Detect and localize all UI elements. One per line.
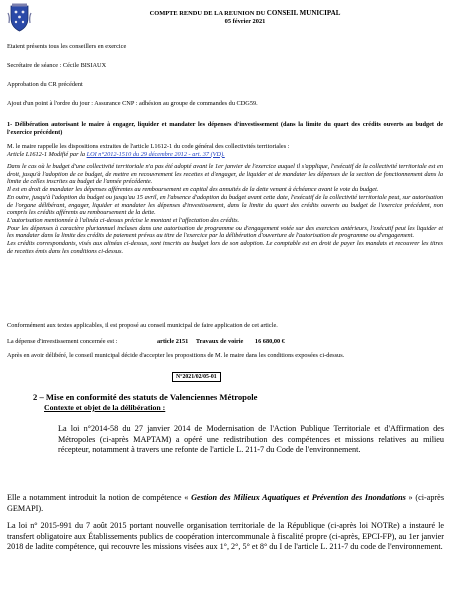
article-paragraph: Il est en droit de mandater les dépenses afférentes au remboursement en capital des annuités de la dette venant à échéance avant le vote du budget. bbox=[7, 186, 379, 194]
conformity-line: Conformément aux textes applicables, il est proposé au conseil municipal de faire application de cet article. bbox=[7, 322, 278, 329]
article-quote bbox=[7, 163, 443, 255]
secretary-line: Secrétaire de séance : Cécile BISIAUX bbox=[7, 62, 107, 69]
section-2-title: 2 – Mise en conformité des statuts de Valenciennes Métropole bbox=[33, 392, 258, 402]
expense-line: La dépense d'investissement concernée est : article 2151 Travaux de voirie 16 680,00 € bbox=[7, 338, 285, 345]
meeting-date: 05 février 2021 bbox=[224, 18, 266, 25]
decision-text: Après en avoir délibéré, le conseil municipal décide d'accepter les propositions de M. le maire dans les conditions exposées ci-dessus. bbox=[7, 352, 345, 359]
approval-line: Approbation du CR précédent bbox=[7, 81, 83, 88]
agenda-addition-line: Ajout d'un point à l'ordre du jour : Assurance CNP : adhésion au groupe de commandes du CDG59. bbox=[7, 100, 258, 107]
notre-paragraph: La loi n° 2015-991 du 7 août 2015 portant nouvelle organisation territoriale de la République (ci-après loi NOTRe) a instauré le transfert obligatoire aux Établissements publics de coopération intercommunale à fiscalité propre (ci-après, EPCI-FP), au 1er janvier 2018 de ladite compétence, qui recouvre les missions visées aux 1°, 2°, 5° et 8° du I de l'article L. 211-7 du code de l'environnement. bbox=[7, 521, 444, 552]
expense-description: Travaux de voirie bbox=[195, 338, 244, 345]
article-paragraph: Les crédits correspondants, visés aux alinéas ci-dessus, sont inscrits au budget lors de son adoption. Le comptable est en droit de payer les mandats et recouvrer les titres de recettes émis dans les conditions ci-dessus. bbox=[7, 240, 443, 255]
reminder-text: M. le maire rappelle les dispositions extraites de l'article L1612-1 du code général des collectivités territoriales : Article L1612-1 Modifié par la LOI n°2012-1510 du 29 décembre 2012 - art. 37 (VD). bbox=[7, 143, 290, 158]
document-title: COMPTE RENDU DE LA REUNION DU CONSEIL MUNICIPAL bbox=[149, 9, 341, 17]
expense-article: article 2151 bbox=[157, 338, 189, 345]
maptam-paragraph: La loi n°2014-58 du 27 janvier 2014 de Modernisation de l'Action Publique Territoriale et d'Affirmation des Métropoles (ci-après MAPTAM) a opéré une redistribution des compétences et missions relatives au milieu récepteur, notamment à travers une refonte de l'article L. 211-7 du Code de l'environnement. bbox=[58, 424, 445, 455]
section-1-title: 1- Délibération autorisant le maire à engager, liquider et mandater les dépenses d'investissement (dans la limite du quart des crédits ouverts au budget de l'exercice précédent) bbox=[7, 121, 443, 136]
context-heading: Contexte et objet de la délibération : bbox=[44, 403, 166, 412]
article-paragraph: En outre, jusqu'à l'adoption du budget ou jusqu'au 15 avril, en l'absence d'adoption du budget avant cette date, l'exécutif de la collectivité territoriale peut, sur autorisation de l'organe délibérant, engager, liquider et mandater les dépenses d'investissement, dans la limite du quart des crédits ouverts au budget de l'exercice précédent, non compris les crédits afférents au remboursement de la dette. bbox=[7, 193, 443, 217]
article-paragraph: Dans le cas où le budget d'une collectivité territoriale n'a pas été adopté avant le 1er janvier de l'exercice auquel il s'applique, l'exécutif de la collectivité territoriale est en droit, jusqu'à l'adoption de ce budget, de mettre en recouvrement les recettes et d'engager, de liquider et de mandater les dépenses de la section de fonctionnement dans la limite de celles inscrites au budget de l'année précédente. bbox=[7, 163, 443, 186]
document-header bbox=[95, 9, 395, 26]
article-paragraph: Pour les dépenses à caractère pluriannuel incluses dans une autorisation de programme ou d'engagement votée sur des exercices antérieurs, l'exécutif peut les liquider et les mandater dans la limite des crédits de paiement prévus au titre de l'exercice par la délibération d'ouverture de l'autorisation de programme ou d'engagement. bbox=[7, 224, 443, 240]
gemapi-paragraph: Elle a notamment introduit la notion de compétence « Gestion des Milieux Aquatiques et Prévention des Inondations » (ci-après GEMAPI). bbox=[7, 493, 445, 513]
expense-amount: 16 680,00 € bbox=[254, 338, 285, 345]
law-link[interactable]: LOI n°2012-1510 du 29 décembre 2012 - art. 37 (VD). bbox=[86, 150, 225, 158]
article-paragraph: L'autorisation mentionnée à l'alinéa ci-dessus précise le montant et l'affectation des crédits. bbox=[7, 216, 240, 224]
city-coat-of-arms-icon bbox=[7, 3, 32, 32]
attendance-line: Etaient présents tous les conseillers en exercice bbox=[7, 43, 127, 50]
deliberation-reference: N°2021/02/05-01 bbox=[172, 372, 221, 382]
